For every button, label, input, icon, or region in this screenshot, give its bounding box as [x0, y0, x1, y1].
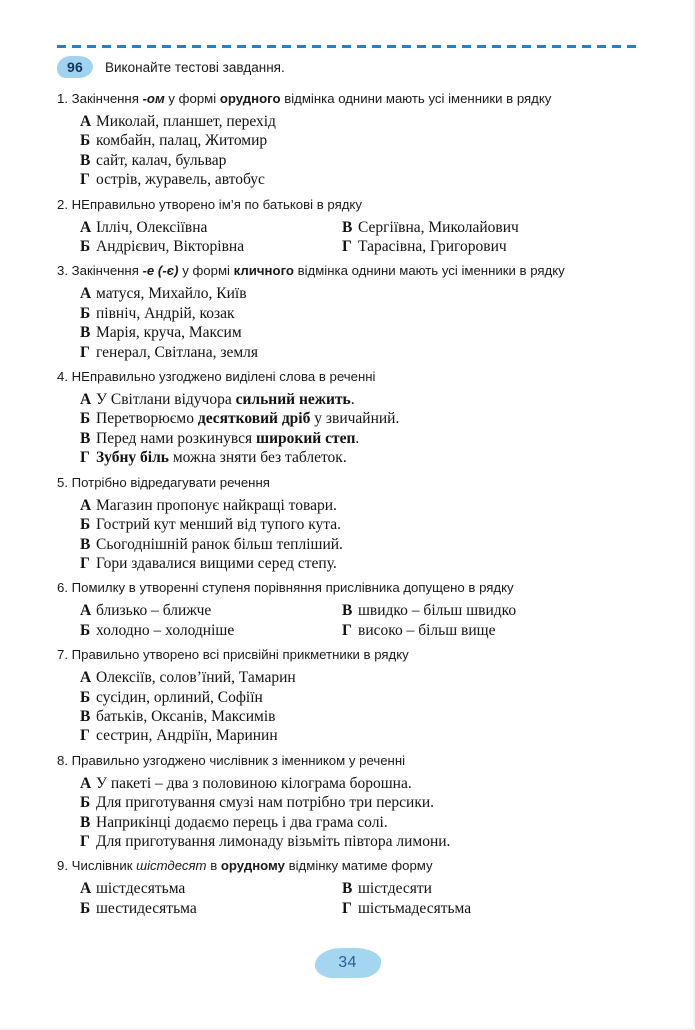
options-column-right: [342, 218, 642, 257]
option-text: шістдесятьма: [96, 880, 186, 898]
option-text: Андрієвич, Вікторівна: [96, 238, 245, 256]
options-column-right: [342, 601, 642, 640]
option-letter: Г: [342, 238, 352, 256]
answer-option[interactable]: [80, 429, 647, 448]
option-text: Наприкінці додаємо перець і два грама солі.: [96, 813, 388, 831]
option-text: Магазин пропонує найкращі товари.: [96, 496, 337, 514]
answer-option[interactable]: [80, 774, 647, 793]
option-letter: В: [80, 535, 91, 553]
option-letter: А: [80, 774, 92, 792]
answer-option[interactable]: [80, 284, 647, 303]
answer-option[interactable]: [342, 601, 642, 620]
options-column-left: [80, 218, 342, 257]
test-question: [57, 753, 647, 852]
question-stem: 3. Закінчення -е (-є) у формі кличного відмінка однини мають усі іменники в рядку: [57, 263, 565, 279]
option-letter: В: [342, 218, 353, 236]
option-letter: Г: [80, 832, 90, 850]
answer-options: [80, 668, 647, 746]
option-text: Сьогоднішній ранок більш тепліший.: [96, 535, 343, 553]
option-text: Тарасівна, Григорович: [358, 238, 507, 256]
page-number: 34: [338, 954, 357, 971]
option-letter: Б: [80, 132, 91, 150]
test-question: [57, 858, 647, 918]
option-letter: Б: [80, 688, 91, 706]
answer-option[interactable]: [80, 323, 647, 342]
answer-option[interactable]: [80, 707, 647, 726]
test-question: [57, 91, 647, 190]
option-letter: Г: [80, 171, 90, 189]
option-letter: Г: [342, 621, 352, 639]
option-letter: А: [80, 602, 92, 620]
option-letter: В: [80, 324, 91, 342]
option-letter: В: [80, 429, 91, 447]
options-column-right: [342, 879, 642, 918]
option-text: Олексіїв, солов’їний, Тамарин: [96, 669, 296, 687]
answer-option[interactable]: [80, 688, 647, 707]
answer-options: [80, 218, 647, 257]
page-footer: [0, 948, 695, 978]
answer-options: [80, 496, 647, 574]
options-column-left: [80, 601, 342, 640]
exercise-instruction: Виконайте тестові завдання.: [105, 59, 285, 75]
answer-option[interactable]: [80, 726, 647, 745]
exercise-number: 96: [67, 59, 83, 75]
option-text: Миколай, планшет, перехід: [96, 113, 276, 130]
answer-option[interactable]: [80, 554, 647, 573]
question-stem: 6. Помилку в утворенні ступеня порівняння прислівника допущено в рядку: [57, 580, 514, 596]
option-letter: Г: [80, 727, 90, 745]
answer-options: [80, 601, 647, 640]
option-text: Перед нами розкинувся широкий степ.: [96, 429, 360, 447]
option-text: сусідин, орлиний, Софіїн: [96, 688, 263, 706]
answer-option[interactable]: [80, 131, 647, 150]
answer-option[interactable]: [80, 237, 342, 256]
answer-option[interactable]: [80, 813, 647, 832]
option-letter: В: [342, 880, 353, 898]
option-letter: Б: [80, 238, 91, 256]
question-stem: 2. НЕправильно утворено ім’я по батькові в рядку: [57, 196, 362, 212]
option-text: Гори здавалися вищими серед степу.: [96, 554, 337, 572]
option-letter: А: [80, 391, 92, 409]
option-letter: Б: [80, 410, 91, 428]
answer-option[interactable]: [80, 343, 647, 362]
option-text: сайт, калач, бульвар: [96, 151, 227, 169]
test-question: [57, 369, 647, 468]
option-letter: Г: [80, 343, 90, 361]
option-text: швидко – більш швидко: [358, 602, 517, 620]
question-stem: 4. НЕправильно узгоджено виділені слова в реченні: [57, 369, 376, 385]
option-letter: А: [80, 880, 92, 898]
answer-option[interactable]: [80, 218, 342, 237]
option-letter: Г: [80, 554, 90, 572]
answer-option[interactable]: [80, 668, 647, 687]
test-question: [57, 263, 647, 362]
option-letter: А: [80, 669, 92, 687]
option-letter: В: [342, 602, 353, 620]
answer-option[interactable]: [342, 218, 642, 237]
answer-option[interactable]: [342, 237, 642, 256]
test-question: [57, 647, 647, 746]
option-text: Гострий кут менший від тупого кута.: [96, 516, 342, 534]
exercise-header: [57, 56, 285, 78]
option-letter: Б: [80, 794, 91, 812]
option-letter: А: [80, 113, 92, 130]
option-text: Сергіївна, Миколайович: [358, 218, 519, 236]
option-letter: В: [80, 707, 91, 725]
option-text: близько – ближче: [96, 602, 212, 620]
answer-option[interactable]: [342, 899, 642, 918]
answer-option[interactable]: [80, 832, 647, 851]
option-text: північ, Андрій, козак: [96, 304, 235, 322]
option-text: У Світлани відучора сильний нежить.: [96, 391, 355, 409]
option-text: шестидесятьма: [96, 899, 197, 917]
option-text: холодно – холодніше: [96, 621, 235, 639]
answer-option[interactable]: [80, 535, 647, 554]
question-stem: 7. Правильно утворено всі присвійні прикметники в рядку: [57, 647, 409, 663]
option-text: Перетворюємо десятковий дріб у звичайний.: [96, 410, 400, 428]
answer-option[interactable]: [80, 496, 647, 515]
option-text: Ілліч, Олексіївна: [96, 218, 208, 236]
option-letter: В: [80, 813, 91, 831]
answer-option[interactable]: [342, 879, 642, 898]
option-letter: Б: [80, 516, 91, 534]
option-letter: Г: [80, 449, 90, 467]
questions-container: [57, 84, 647, 918]
option-text: сестрин, Андріїн, Маринин: [96, 727, 278, 745]
option-text: Для приготування смузі нам потрібно три персики.: [96, 794, 435, 812]
answer-options: [80, 774, 647, 852]
answer-option[interactable]: [80, 151, 647, 170]
section-divider-dashed-line: [57, 45, 642, 48]
options-column-left: [80, 879, 342, 918]
answer-options: [80, 390, 647, 468]
option-text: У пакеті – два з половиною кілограма борошна.: [96, 774, 412, 792]
test-question: [57, 197, 647, 257]
option-text: високо – більш вище: [358, 621, 496, 639]
option-letter: Б: [80, 899, 91, 917]
answer-options: [80, 112, 647, 190]
option-text: матуся, Михайло, Київ: [96, 285, 247, 303]
answer-option[interactable]: [80, 390, 647, 409]
answer-option[interactable]: [80, 112, 647, 131]
option-text: острів, журавель, автобус: [96, 171, 265, 189]
question-stem: 8. Правильно узгоджено числівник з іменником у реченні: [57, 752, 406, 768]
option-text: шістьмадесятьма: [358, 899, 472, 917]
answer-option[interactable]: [80, 515, 647, 534]
answer-option[interactable]: [80, 621, 342, 640]
answer-option[interactable]: [80, 448, 647, 467]
question-stem: 9. Числівник шістдесят в орудному відмінку матиме форму: [57, 858, 433, 874]
option-letter: Г: [342, 899, 352, 917]
test-question: [57, 580, 647, 640]
option-letter: А: [80, 218, 92, 236]
option-text: комбайн, палац, Житомир: [96, 132, 268, 150]
answer-options: [80, 879, 647, 918]
page-number-badge: [315, 948, 381, 978]
test-question: [57, 475, 647, 574]
option-letter: В: [80, 151, 91, 169]
exercise-number-badge: [57, 56, 93, 78]
answer-option[interactable]: [80, 899, 342, 918]
answer-option[interactable]: [80, 409, 647, 428]
answer-option[interactable]: [80, 601, 342, 620]
option-letter: Б: [80, 304, 91, 322]
question-stem: 5. Потрібно відредагувати речення: [57, 474, 270, 490]
answer-options: [80, 284, 647, 362]
option-text: шістдесяти: [358, 880, 432, 898]
question-stem: 1. Закінчення -ом у формі орудного відмінка однини мають усі іменники в рядку: [57, 91, 552, 106]
option-letter: Б: [80, 621, 91, 639]
answer-option[interactable]: [80, 879, 342, 898]
option-text: генерал, Світлана, земля: [96, 343, 259, 361]
option-text: Марія, круча, Максим: [96, 324, 242, 342]
option-letter: А: [80, 496, 92, 514]
option-text: Зубну біль можна зняти без таблеток.: [96, 449, 347, 467]
answer-option[interactable]: [80, 170, 647, 189]
option-text: батьків, Оксанів, Максимів: [96, 707, 276, 725]
answer-option[interactable]: [80, 793, 647, 812]
option-text: Для приготування лимонаду візьміть півтора лимони.: [96, 832, 451, 850]
answer-option[interactable]: [342, 621, 642, 640]
option-letter: А: [80, 285, 92, 303]
answer-option[interactable]: [80, 304, 647, 323]
